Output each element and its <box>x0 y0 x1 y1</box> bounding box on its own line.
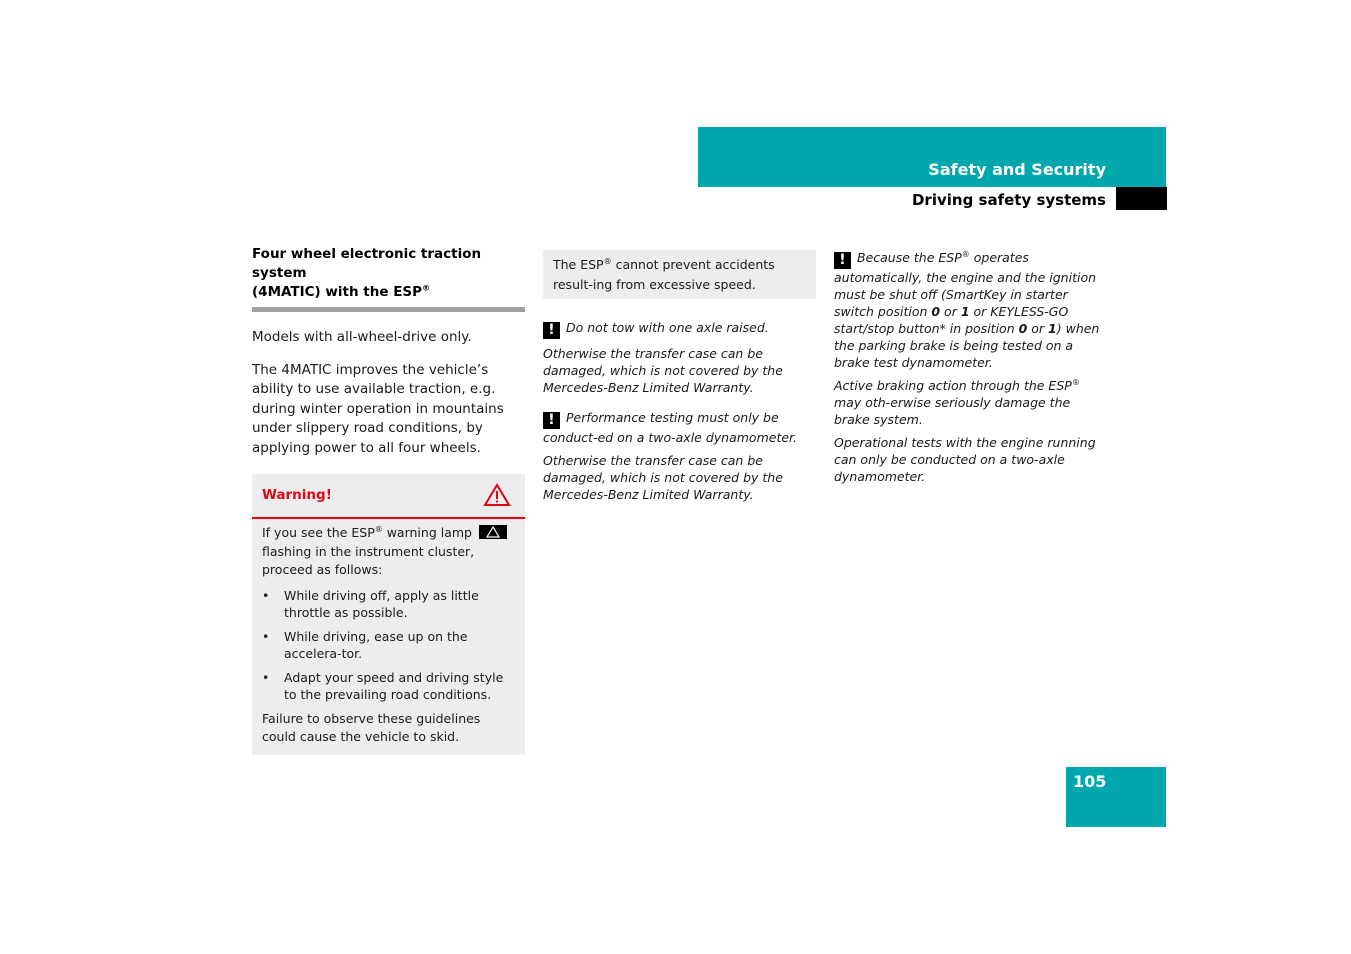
notice-operational-tests: Operational tests with the engine running can only be conducted on a two-axle dynamometer. <box>834 435 1096 484</box>
braking-text-a: Active braking action through the ESP <box>834 378 1072 393</box>
warning-intro-a: If you see the ESP <box>262 525 375 540</box>
registered-mark: ® <box>603 256 612 266</box>
text-or: or <box>940 304 961 319</box>
text-f: or KEYLESS-GO start/stop button* in position <box>834 304 1069 336</box>
column-middle <box>543 250 816 503</box>
page-number: 105 <box>1073 772 1107 791</box>
warning-body <box>252 519 525 755</box>
braking-text-b: may oth-erwise seriously damage the brake system. <box>834 395 1071 427</box>
text-j: ) when the parking brake is being tested on a brake test dynamometer. <box>834 321 1100 370</box>
warning-bullet-list <box>262 587 515 704</box>
warning-box <box>252 474 525 755</box>
note-text-a: The ESP <box>553 257 604 272</box>
warning-intro-c: flashing in the instrument cluster, proceed as follows: <box>262 543 475 577</box>
heading-line1: Four wheel electronic traction system <box>252 246 482 281</box>
position-1: 1 <box>960 304 970 319</box>
registered-mark: ® <box>422 283 431 293</box>
text-b: operates automatically, the engine and the ignition must be shut off (SmartKey in starter switch position <box>834 250 1097 319</box>
warning-label: Warning! <box>262 487 332 503</box>
exclamation-icon: ! <box>834 252 851 269</box>
exclamation-icon: ! <box>543 322 560 339</box>
esp-warning-lamp-icon <box>479 525 507 539</box>
notice-performance-text: Performance testing must only be conduct-ed on a two-axle dynamometer. <box>543 410 797 445</box>
position-0: 0 <box>1018 321 1028 336</box>
notice-braking <box>834 377 1109 428</box>
thumb-tab <box>1116 187 1167 210</box>
text-a: Because the ESP <box>857 250 962 265</box>
list-item: • While driving off, apply as little throttle as possible. <box>262 587 515 622</box>
warning-triangle-icon <box>483 483 511 507</box>
section-title: Safety and Security <box>928 160 1106 179</box>
heading-line2: (4MATIC) with the ESP <box>252 284 423 300</box>
notice-performance-followup: Otherwise the transfer case can be damaged, which is not covered by the Mercedes-Benz Limited Warranty. <box>543 453 783 502</box>
notice-tow-followup: Otherwise the transfer case can be damaged, which is not covered by the Mercedes-Benz Limited Warranty. <box>543 346 783 395</box>
notice-parking-brake <box>834 249 1109 371</box>
page-number-tab <box>1066 767 1166 827</box>
notice-tow <box>543 319 816 339</box>
column-left <box>252 245 525 755</box>
notice-performance <box>543 409 816 446</box>
registered-mark: ® <box>374 524 383 534</box>
registered-mark: ® <box>1071 377 1080 387</box>
subsection-title: Driving safety systems <box>911 191 1106 209</box>
list-item: • While driving, ease up on the accelera-tor. <box>262 628 515 663</box>
column-right <box>834 249 1109 485</box>
exclamation-icon: ! <box>543 412 560 429</box>
position-0: 0 <box>931 304 941 319</box>
4matic-description: The 4MATIC improves the vehicle’s ability to use available traction, e.g. during winter operation in mountains under slippery road conditions, by applying power to all four wheels. <box>252 361 504 456</box>
section-heading <box>252 245 525 312</box>
text-or: or <box>1027 321 1049 336</box>
notice-tow-text: Do not tow with one axle raised. <box>566 320 769 335</box>
note-box <box>543 250 816 299</box>
registered-mark: ® <box>961 249 970 259</box>
models-note: Models with all-wheel-drive only. <box>252 329 472 345</box>
note-text-b: cannot prevent accidents result-ing from excessive speed. <box>553 257 775 292</box>
warning-intro-b: warning lamp <box>382 525 472 540</box>
warning-footer: Failure to observe these guidelines could cause the vehicle to skid. <box>262 710 481 744</box>
list-item: • Adapt your speed and driving style to the prevailing road conditions. <box>262 669 515 704</box>
warning-header <box>252 474 525 519</box>
warning-intro <box>262 524 515 580</box>
position-1: 1 <box>1048 321 1057 336</box>
